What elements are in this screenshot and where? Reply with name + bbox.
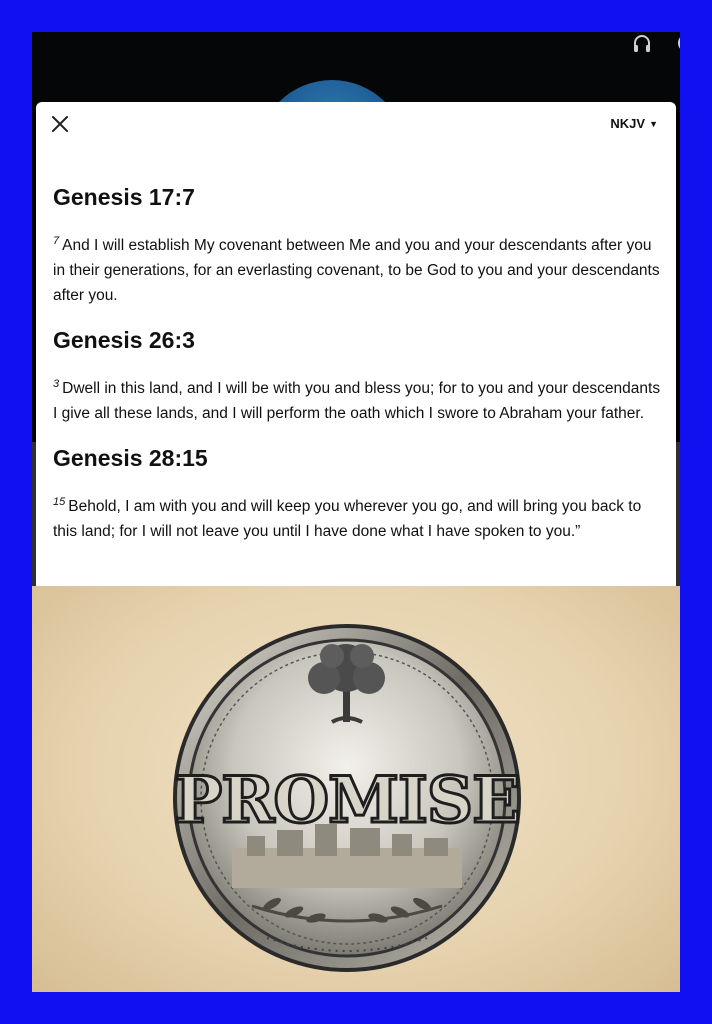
app-screen — [32, 32, 680, 992]
verse-modal — [36, 102, 676, 586]
promise-artwork — [32, 586, 680, 992]
verse-text: Behold, I am with you and will keep you wherever you go, and will bring you back to this land; for I will not leave you until I have done what I have spoken to you.” — [53, 498, 642, 540]
verse-text: Dwell in this land, and I will be with you and bless you; for to you and your descendants I give all these lands, and I will perform the oath which I swore to Abraham your father. — [53, 380, 661, 422]
passage-text — [53, 376, 665, 426]
verse-text: And I will establish My covenant between Me and you and your descendants after you in their generations, for an everlasting covenant, to be God to you and your descendants after you. — [53, 237, 660, 304]
passage-text — [53, 494, 665, 544]
verse-number: 15 — [53, 495, 66, 508]
passage-reference[interactable]: Genesis 26:3 — [53, 327, 195, 353]
verse-number: 7 — [53, 234, 60, 247]
passage-list — [53, 182, 665, 561]
passage-text — [53, 233, 665, 308]
version-label: NKJV — [610, 116, 646, 131]
verse-number: 3 — [53, 377, 60, 390]
chevron-down-icon: ▼ — [649, 118, 658, 129]
coin-emblem — [32, 586, 680, 992]
headphones-icon[interactable] — [631, 32, 653, 54]
timer-icon[interactable] — [673, 32, 680, 54]
promise-logo-text: PROMISE — [174, 763, 520, 838]
passage-reference[interactable]: Genesis 17:7 — [53, 184, 195, 210]
close-icon[interactable] — [50, 114, 70, 134]
version-selector[interactable] — [610, 116, 658, 131]
passage-reference[interactable]: Genesis 28:15 — [53, 445, 208, 471]
